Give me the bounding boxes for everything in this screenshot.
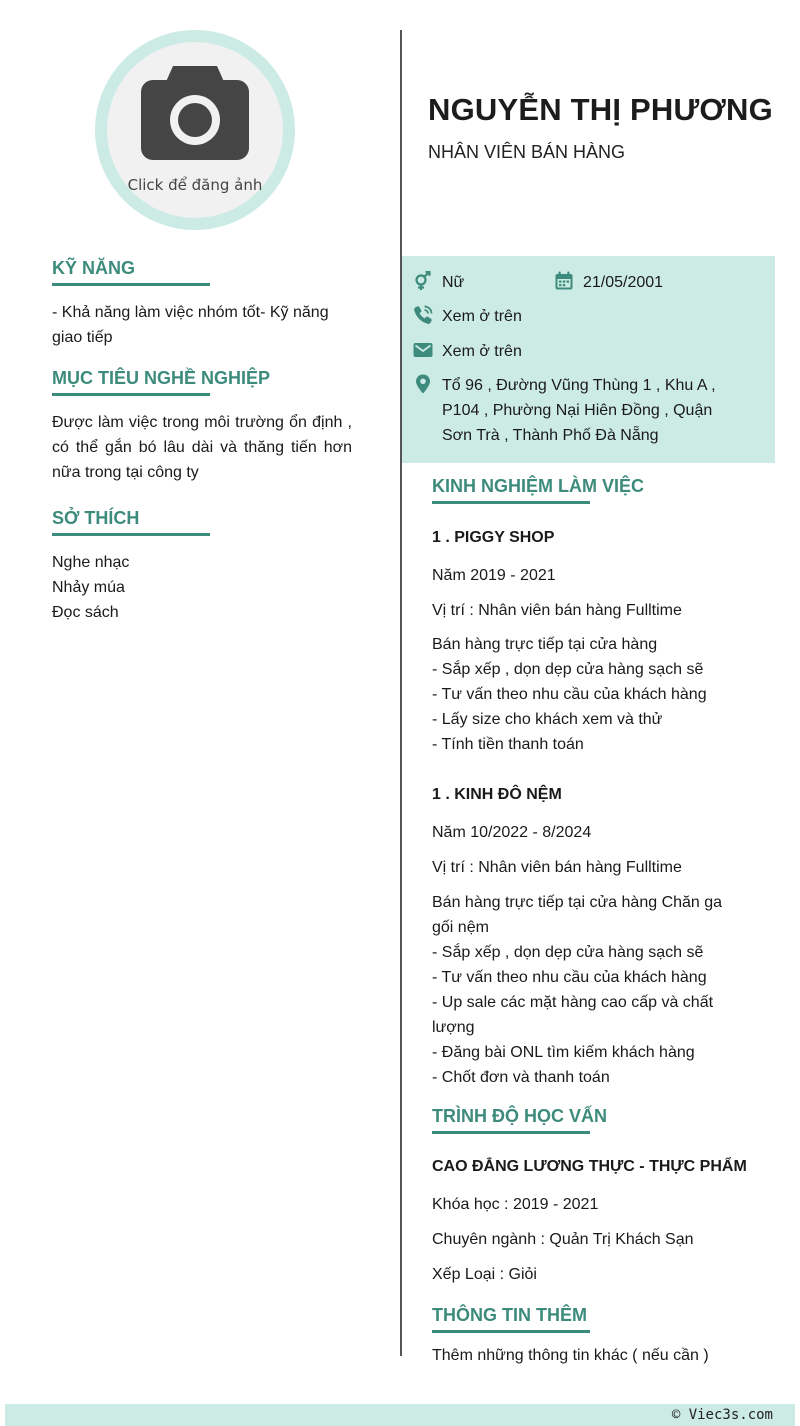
address-value: [442, 373, 716, 448]
skills-title: KỸ NĂNG: [52, 258, 136, 278]
experience-title: KINH NGHIỆM LÀM VIỆC: [432, 476, 645, 496]
dob-value: 21/05/2001: [583, 274, 664, 291]
address-line: Sơn Trà , Thành Phố Đà Nẵng: [442, 427, 659, 444]
objective-section: [52, 368, 352, 485]
job-details: [432, 632, 772, 757]
hobby-item: Nghe nhạc: [52, 554, 130, 571]
education-major: Chuyên ngành : Quản Trị Khách Sạn: [432, 1231, 694, 1248]
camera-icon: [141, 66, 249, 160]
job-detail-line: - Sắp xếp , dọn dẹp cửa hàng sạch sẽ: [432, 661, 704, 678]
extra-title: THÔNG TIN THÊM: [432, 1305, 587, 1325]
education-title: TRÌNH ĐỘ HỌC VẤN: [432, 1106, 607, 1126]
contact-panel: [402, 256, 775, 463]
job-detail-line: - Lấy size cho khách xem và thử: [432, 711, 663, 728]
footer-credit[interactable]: © Viec3s.com: [671, 1407, 773, 1423]
address-line: P104 , Phường Nại Hiên Đồng , Quận: [442, 402, 713, 419]
gender-icon: [412, 270, 434, 292]
experience-underline: [432, 501, 590, 504]
school-name: CAO ĐẲNG LƯƠNG THỰC - THỰC PHẨM: [432, 1158, 747, 1175]
job-detail-line: - Tính tiền thanh toán: [432, 736, 584, 753]
job-detail-line: gối nệm: [432, 919, 489, 936]
avatar-upload[interactable]: [95, 30, 295, 230]
candidate-name: NGUYỄN THỊ PHƯƠNG: [428, 92, 773, 127]
email-icon: [412, 339, 434, 361]
avatar-caption[interactable]: Click để đăng ảnh: [127, 176, 263, 194]
education-entry: [432, 1158, 777, 1283]
email-value: Xem ở trên: [442, 343, 522, 360]
job-detail-line: Bán hàng trực tiếp tại cửa hàng: [432, 636, 658, 653]
job-detail-line: lượng: [432, 1019, 475, 1036]
candidate-role: NHÂN VIÊN BÁN HÀNG: [428, 142, 626, 162]
hobby-item: Nhảy múa: [52, 579, 125, 596]
avatar-placeholder[interactable]: [107, 42, 283, 218]
job-position: Vị trí : Nhân viên bán hàng Fulltime: [432, 859, 682, 876]
skills-text: [52, 300, 352, 350]
skills-line: giao tiếp: [52, 329, 113, 346]
job-entry: [432, 529, 752, 753]
skills-line: - Khả năng làm việc nhóm tốt- Kỹ năng: [52, 304, 329, 321]
skills-underline: [52, 283, 210, 286]
gender-value: Nữ: [442, 274, 465, 291]
address-row: [412, 373, 716, 448]
job-position: Vị trí : Nhân viên bán hàng Fulltime: [432, 602, 682, 619]
education-course: Khóa học : 2019 - 2021: [432, 1196, 599, 1213]
location-pin-icon: [412, 373, 434, 395]
experience-section: [432, 476, 752, 504]
job-detail-line: Bán hàng trực tiếp tại cửa hàng Chăn ga: [432, 894, 723, 911]
education-section: [432, 1106, 752, 1134]
gender-row: [412, 270, 464, 295]
calendar-icon: [553, 270, 575, 292]
job-detail-line: - Đăng bài ONL tìm kiếm khách hàng: [432, 1044, 695, 1061]
column-divider: [400, 30, 402, 1356]
job-company: 1 . PIGGY SHOP: [432, 529, 555, 546]
extra-text: Thêm những thông tin khác ( nếu cần ): [432, 1347, 709, 1364]
phone-row: [412, 304, 522, 329]
job-detail-line: - Up sale các mặt hàng cao cấp và chất: [432, 994, 714, 1011]
objective-text: Được làm việc trong môi trường ổn định , có thể gắn bó lâu dài và thăng tiến hơn nữa trong tại công ty: [52, 414, 352, 481]
job-company: 1 . KINH ĐÔ NỆM: [432, 786, 562, 803]
job-period: Năm 2019 - 2021: [432, 567, 556, 584]
email-row: [412, 339, 522, 364]
phone-value: Xem ở trên: [442, 308, 522, 325]
job-period: Năm 10/2022 - 8/2024: [432, 824, 592, 841]
dob-row: [553, 270, 663, 295]
hobbies-underline: [52, 533, 210, 536]
education-grade: Xếp Loại : Giỏi: [432, 1266, 537, 1283]
hobby-item: Đọc sách: [52, 604, 119, 621]
job-detail-line: - Tư vấn theo nhu cầu của khách hàng: [432, 969, 707, 986]
hobbies-section: [52, 508, 352, 625]
job-detail-line: - Chốt đơn và thanh toán: [432, 1069, 610, 1086]
phone-icon: [412, 304, 434, 326]
extra-section: [432, 1305, 752, 1333]
job-entry: [432, 786, 752, 1086]
skills-section: [52, 258, 352, 350]
job-detail-line: - Sắp xếp , dọn dẹp cửa hàng sạch sẽ: [432, 944, 704, 961]
footer-bar: [5, 1404, 795, 1426]
job-detail-line: - Tư vấn theo nhu cầu của khách hàng: [432, 686, 707, 703]
job-details: [432, 890, 772, 1090]
address-line: Tổ 96 , Đường Vũng Thùng 1 , Khu A ,: [442, 377, 716, 394]
education-underline: [432, 1131, 590, 1134]
objective-title: MỤC TIÊU NGHỀ NGHIỆP: [52, 368, 271, 388]
objective-underline: [52, 393, 210, 396]
extra-underline: [432, 1330, 590, 1333]
hobbies-title: SỞ THÍCH: [52, 508, 140, 528]
